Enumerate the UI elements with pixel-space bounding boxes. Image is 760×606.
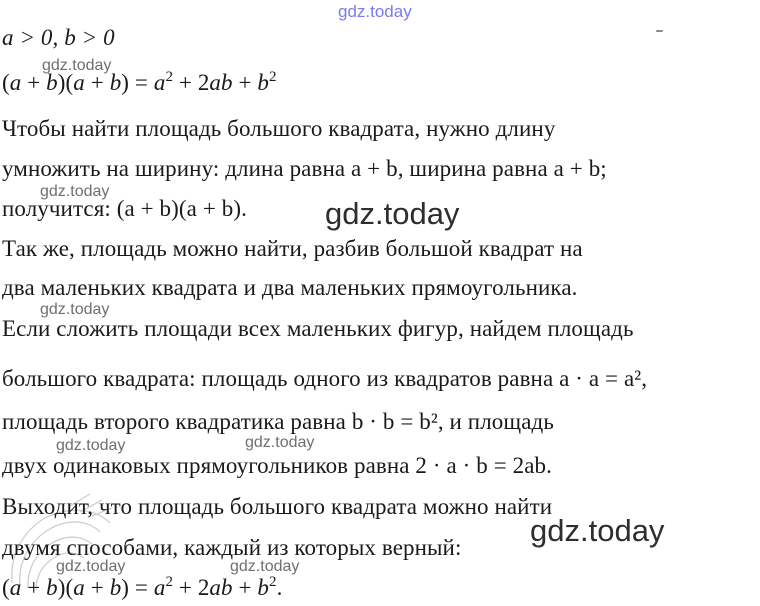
watermark-small: gdz.today [230, 558, 300, 575]
watermark-small: gdz.today [40, 301, 110, 318]
corner-mark [656, 30, 663, 32]
text-line: Так же, площадь можно найти, разбив большой квадрат на [2, 236, 583, 261]
watermark-small: gdz.today [40, 183, 110, 200]
text-line: двух одинаковых прямоугольников равна 2 · a · b = 2ab. [2, 453, 552, 478]
formula-line: $(a + b)(a + b) = a^2 + 2ab + b^2$ [2, 69, 277, 95]
watermark-small: gdz.today [56, 437, 126, 454]
text-line: Выходит, что площадь большого квадрата можно найти [2, 494, 553, 519]
text-line: Если сложить площади всех маленьких фигур, найдем площадь [2, 316, 634, 341]
watermark-small: gdz.today [245, 434, 315, 451]
text-line: двумя способами, каждый из которых верный: [2, 535, 462, 560]
text-line: умножить на ширину: длина равна a + b, ширина равна a + b; [2, 156, 607, 181]
condition-line: a > 0, b > 0 [2, 25, 115, 50]
text-line: большого квадрата: площадь одного из квадратов равна a · a = a², [2, 366, 648, 391]
text-line: получится: (a + b)(a + b). [2, 196, 247, 221]
text-line: площадь второго квадратика равна b · b = b², и площадь [2, 409, 554, 434]
text-line: Чтобы найти площадь большого квадрата, нужно длину [2, 116, 556, 141]
watermark-top: gdz.today [338, 2, 412, 21]
watermark-small: gdz.today [42, 57, 112, 74]
watermark-large: gdz.today [325, 196, 460, 231]
final-formula-line: $(a + b)(a + b) = a^2 + 2ab + b^2$. [2, 574, 283, 600]
text-line: два маленьких квадрата и два маленьких прямоугольника. [2, 275, 578, 300]
watermark-small: gdz.today [56, 558, 126, 575]
watermark-large: gdz.today [530, 513, 665, 548]
